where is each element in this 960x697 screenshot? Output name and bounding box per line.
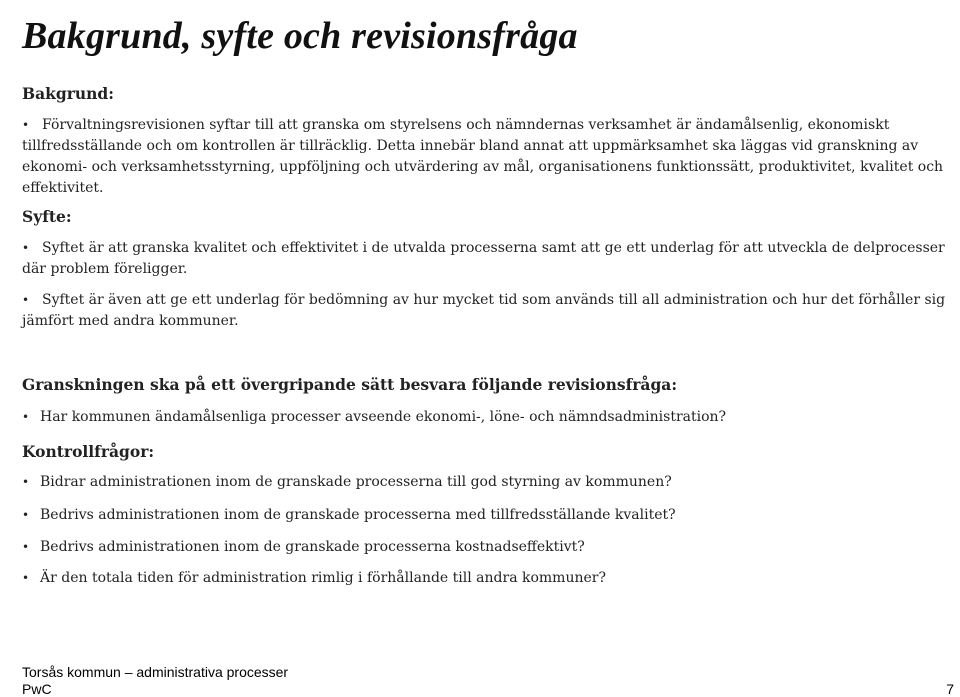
bullet-icon: •: [22, 508, 30, 522]
kontrollfraga-bullet-3: [22, 537, 950, 558]
bullet-icon: •: [22, 410, 30, 424]
bullet-icon: •: [22, 293, 30, 307]
bakgrund-bullet: [22, 115, 950, 199]
bullet-icon: •: [22, 475, 30, 489]
syfte-heading: Syfte:: [22, 207, 72, 226]
footer-document-title: Torsås kommun – administrativa processer: [22, 664, 289, 680]
revisionsfraga-heading: Granskningen ska på ett övergripande sätt besvara följande revisionsfråga:: [22, 375, 678, 394]
revisionsfraga-text: Har kommunen ändamålsenliga processer avseende ekonomi-, löne- och nämndsadministration?: [40, 409, 727, 425]
kontrollfraga-text-3: Bedrivs administrationen inom de granskade processerna kostnadseffektivt?: [40, 539, 585, 555]
bullet-icon: •: [22, 571, 30, 585]
kontrollfraga-bullet-1: [22, 472, 950, 493]
syfte-bullet-1: [22, 238, 950, 280]
kontrollfraga-text-4: Är den totala tiden för administration rimlig i förhållande till andra kommuner?: [40, 570, 606, 586]
page-number: 7: [946, 681, 954, 697]
bullet-icon: •: [22, 118, 30, 132]
syfte-text-2: Syftet är även att ge ett underlag för bedömning av hur mycket tid som används till all administration och hur det förhåller sig jämfört med andra kommuner.: [22, 292, 946, 329]
bakgrund-text: Förvaltningsrevisionen syftar till att granska om styrelsens och nämndernas verksamhet är ändamålsenlig, ekonomiskt tillfredsställande och om kontrollen är tillräcklig. Detta innebär bland annat att uppmärksamhet ska läggas vid granskning av ekonomi- och verksamhetsstyrning, uppföljning och utvärdering av mål, organisationens funktionssätt, produktivitet, kvalitet och effektivitet.: [22, 117, 944, 196]
kontrollfraga-bullet-2: [22, 505, 950, 526]
syfte-bullet-2: [22, 290, 950, 332]
bullet-icon: •: [22, 241, 30, 255]
kontrollfragor-heading: Kontrollfrågor:: [22, 442, 155, 461]
syfte-text-1: Syftet är att granska kvalitet och effektivitet i de utvalda processerna samt att ge ett underlag för att utveckla de delprocesser där problem föreligger.: [22, 240, 945, 277]
footer-company: PwC: [22, 681, 52, 697]
bakgrund-heading: Bakgrund:: [22, 84, 114, 103]
bullet-icon: •: [22, 540, 30, 554]
page-title: Bakgrund, syfte och revisionsfråga: [22, 15, 578, 57]
revisionsfraga-bullet: [22, 407, 950, 428]
kontrollfraga-text-1: Bidrar administrationen inom de granskade processerna till god styrning av kommunen?: [40, 474, 672, 490]
kontrollfraga-text-2: Bedrivs administrationen inom de granskade processerna med tillfredsställande kvalitet?: [40, 507, 676, 523]
kontrollfraga-bullet-4: [22, 568, 950, 589]
